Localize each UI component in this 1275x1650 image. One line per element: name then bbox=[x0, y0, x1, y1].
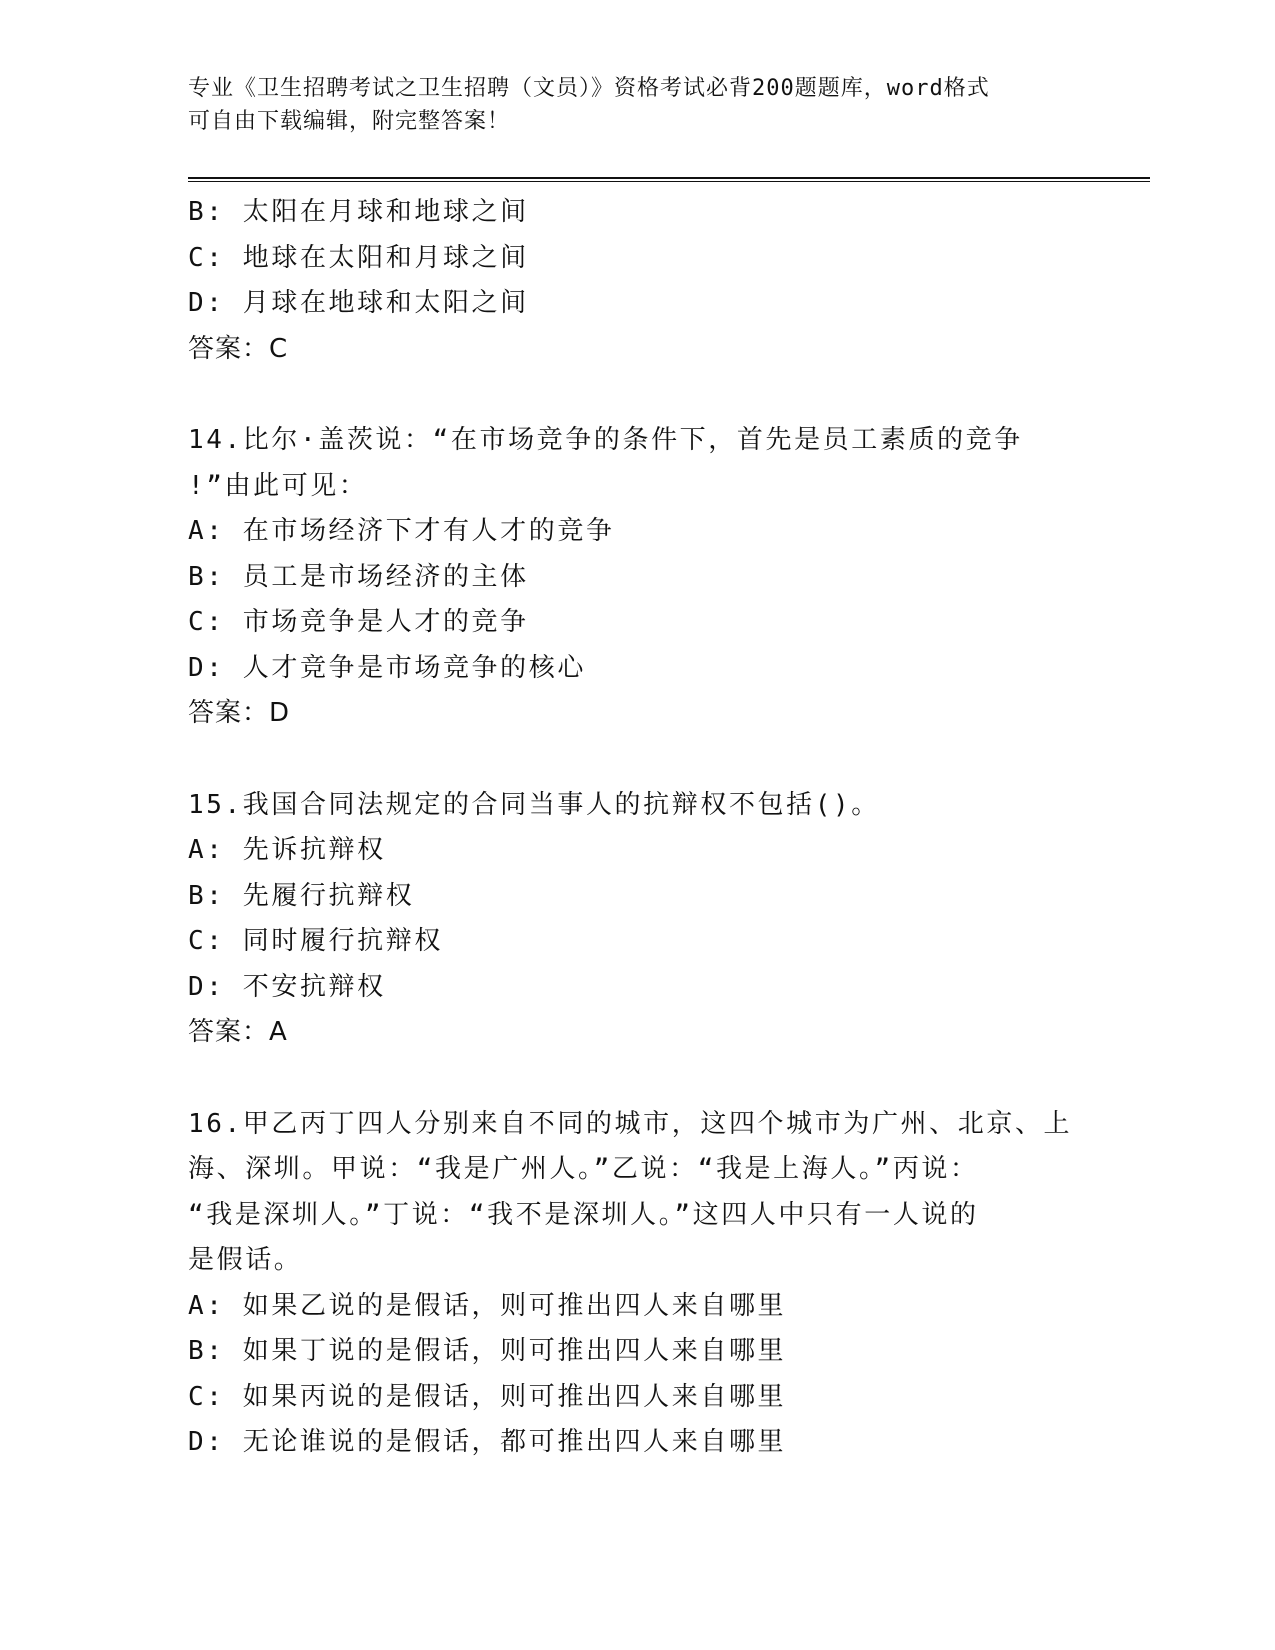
option-c: C: 如果丙说的是假话，则可推出四人来自哪里 bbox=[188, 1381, 787, 1412]
question-text-line: 14.比尔·盖茨说：“在市场竞争的条件下，首先是员工素质的竞争 bbox=[188, 425, 1023, 455]
question-text-line: 是假话。 bbox=[188, 1245, 303, 1275]
header-line-1: 专业《卫生招聘考试之卫生招聘（文员）》资格考试必背200题题库，word格式 bbox=[188, 76, 990, 101]
option-d: D: 不安抗辩权 bbox=[188, 971, 386, 1002]
option-c: C: 同时履行抗辩权 bbox=[188, 926, 443, 956]
question-text-line: !”由此可见： bbox=[188, 470, 368, 501]
option-c: C: 地球在太阳和月球之间 bbox=[188, 242, 529, 273]
header-divider-thick bbox=[188, 177, 1150, 179]
header-divider-thin bbox=[188, 181, 1150, 182]
option-d: D: 无论谁说的是假话，都可推出四人来自哪里 bbox=[188, 1427, 787, 1457]
answer-line: 答案：C bbox=[188, 333, 289, 364]
question-block-16 bbox=[188, 1102, 1148, 1466]
option-d: D: 人才竞争是市场竞争的核心 bbox=[188, 652, 586, 683]
question-text-line: 海、深圳。甲说：“我是广州人。”乙说：“我是上海人。”丙说： bbox=[188, 1154, 979, 1184]
question-block-13 bbox=[188, 190, 1148, 372]
question-text-line: 16.甲乙丙丁四人分别来自不同的城市，这四个城市为广州、北京、上 bbox=[188, 1108, 1073, 1139]
option-c: C: 市场竞争是人才的竞争 bbox=[188, 607, 529, 637]
header-line-2: 可自由下载编辑，附完整答案！ bbox=[188, 109, 511, 134]
option-a: A: 如果乙说的是假话，则可推出四人来自哪里 bbox=[188, 1290, 787, 1321]
question-text-line: 15.我国合同法规定的合同当事人的抗辩权不包括()。 bbox=[188, 789, 880, 820]
option-d: D: 月球在地球和太阳之间 bbox=[188, 288, 529, 318]
document-header bbox=[188, 72, 1088, 138]
question-block-14 bbox=[188, 418, 1148, 737]
answer-line: 答案：A bbox=[188, 1017, 288, 1047]
option-b: B: 太阳在月球和地球之间 bbox=[188, 197, 529, 227]
question-block-15 bbox=[188, 783, 1148, 1056]
answer-line: 答案：D bbox=[188, 698, 291, 728]
question-text-line: “我是深圳人。”丁说：“我不是深圳人。”这四人中只有一人说的 bbox=[188, 1199, 979, 1230]
option-a: A: 在市场经济下才有人才的竞争 bbox=[188, 516, 615, 546]
option-b: B: 先履行抗辩权 bbox=[188, 880, 415, 911]
option-a: A: 先诉抗辩权 bbox=[188, 835, 386, 865]
option-b: B: 员工是市场经济的主体 bbox=[188, 561, 529, 592]
option-b: B: 如果丁说的是假话，则可推出四人来自哪里 bbox=[188, 1336, 787, 1366]
question-list bbox=[188, 190, 1148, 1466]
